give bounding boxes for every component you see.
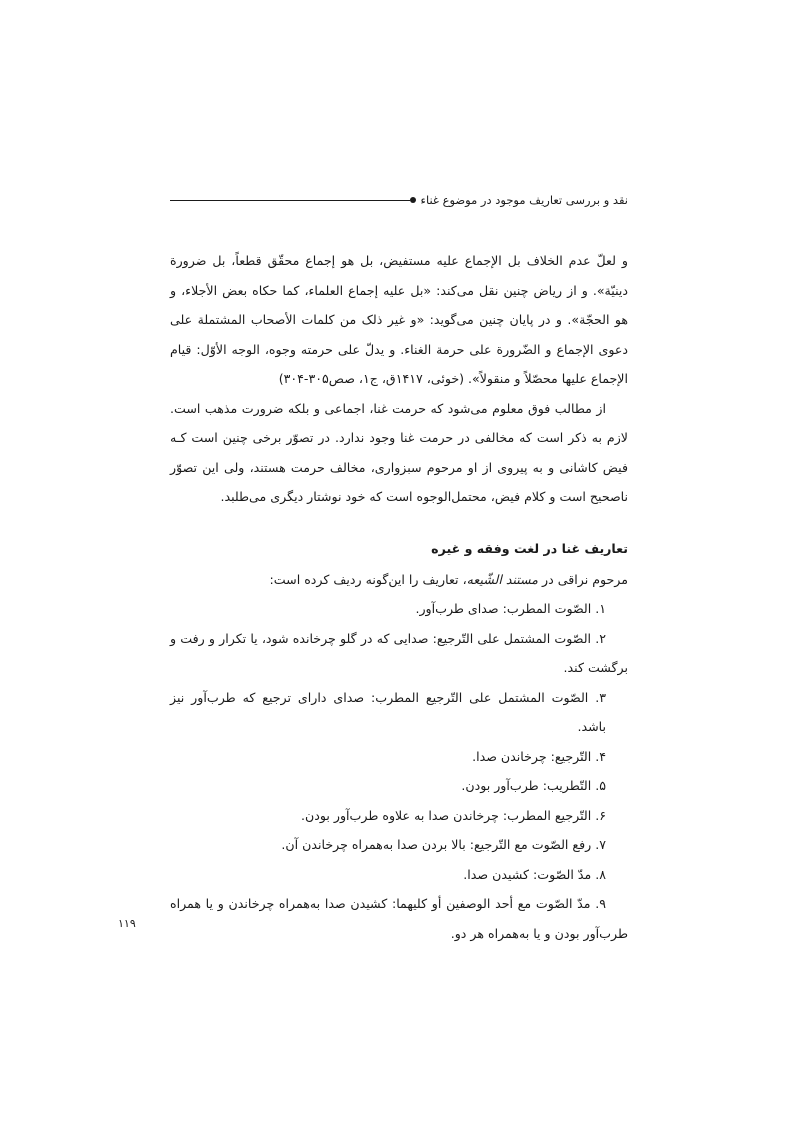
list-item: ۱. الصّوت المطرب: صدای طرب‌آور. [415, 601, 606, 616]
list-item: ۸. مدّ الصّوت: کشیدن صدا. [463, 866, 606, 882]
list-item: ۵. التّطریب: طرب‌آور بودن. [461, 778, 606, 793]
list-item: ۷. رفع الصّوت مع التّرجیع: بالا بردن صدا به‌همراه چرخاندن آن. [281, 837, 606, 852]
running-header [170, 190, 628, 210]
paragraph-quotation: و لعلّ عدم الخلاف بل الإجماع علیه مستفیض، بل هو إجماع محقّق قطعاً، بل ضرورة دینیّة». و از ریاض چنین نقل می‌کند: «بل علیه إجماع العلماء، کما حکاه بعض الأجلاء، و هو الحجّة». و در پایان چنین می‌گوید: «و غیر ذلک من کلمات الأصحاب المشتملة علی دعوی الإجماع و الضّرورة علی حرمة الغناء. و یدلّ علی حرمته وجوه، الوجه الأوّل: قیام الإجماع علیها محصّلاً و منقولاً». (خوئی، ۱۴۱۷ق، ج۱، صص۳۰۵-۳۰۴) [170, 253, 628, 386]
running-header-title: نقد و بررسی تعاریف موجود در موضوع غناء [420, 193, 628, 207]
list-item: ۹. مدّ الصّوت مع أحد الوصفین أو کلیهما: کشیدن صدا به‌همراه چرخاندن و یا همراه طرب‌آور بودن و یا به‌همراه هر دو. [170, 896, 628, 941]
paragraph-conclusion: از مطالب فوق معلوم می‌شود که حرمت غنا، اجماعی و بلکه ضرورت مذهب است. لازم به ذکر است که مخالفی در حرمت غنا وجود ندارد. در تصوّر برخی چنین است کـه فیض کاشانی و به پیروی از او مرحوم سبزواری، مخالف حرمت هستند، ولی این تصوّر ناصحیح است و کلام فیض، محتمل‌الوجوه است که خود نوشتار دیگری می‌طلبد. [170, 400, 628, 504]
bullet-icon [410, 197, 416, 203]
header-rule [170, 200, 410, 201]
page-number: ۱۱۹ [118, 917, 136, 930]
section-title: تعاریف غنا در لغت وفقه و غیره [431, 540, 628, 556]
definitions-list [170, 594, 628, 948]
list-item: ۲. الصّوت المشتمل علی التّرجیع: صدایی که در گلو چرخانده شود، یا تکرار و رفت و برگشت کند. [170, 630, 628, 675]
list-item: ۴. التّرجیع: چرخاندن صدا. [472, 748, 606, 764]
list-item: ۶. التّرجیع المطرب: چرخاندن صدا به علاوه طرب‌آور بودن. [300, 807, 606, 823]
section-intro-post: ، تعاریف را این‌گونه ردیف کرده است: [269, 571, 467, 587]
list-item: ۳. الصّوت المشتمل علی التّرجیع المطرب: صدای دارای ترجیع که طرب‌آور نیز باشد. [170, 689, 606, 734]
section-intro-pre: مرحوم نراقی در [538, 571, 628, 587]
section-intro-source: مستند الشّیعه [466, 571, 539, 587]
section-intro [170, 565, 628, 595]
body-text [170, 246, 628, 948]
